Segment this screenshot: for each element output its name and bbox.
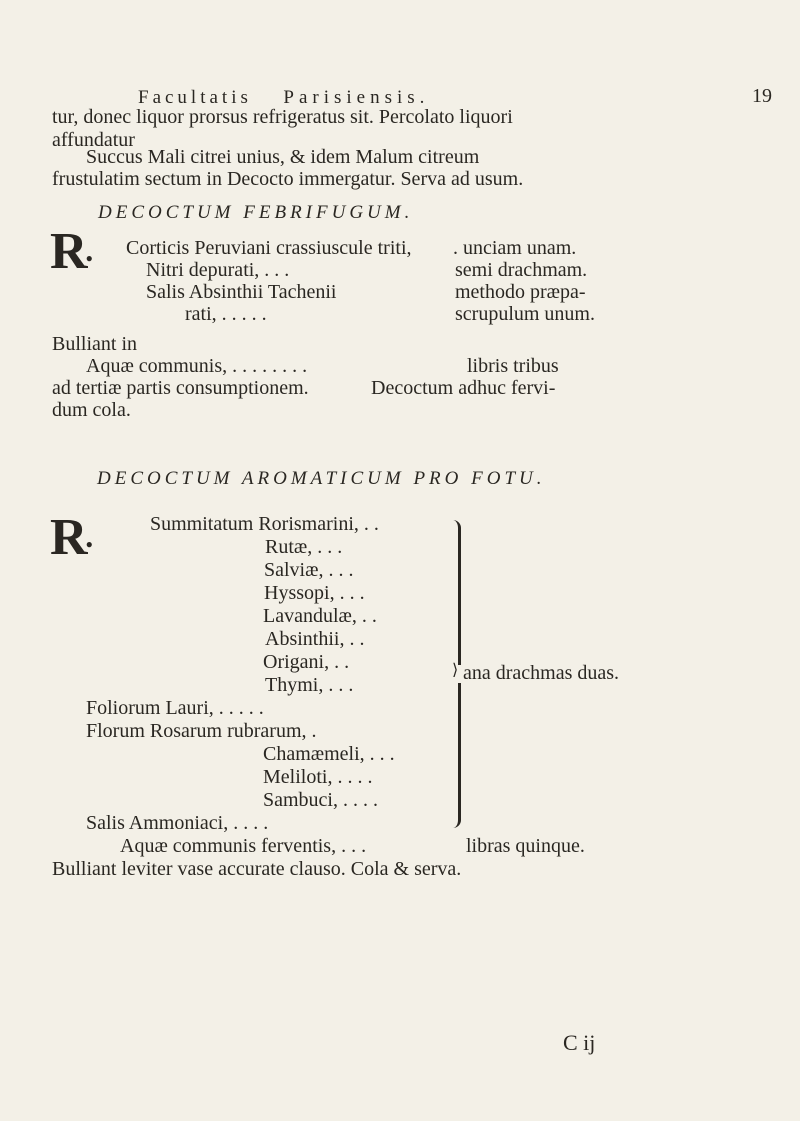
ingredient-line: Chamæmeli, . . . bbox=[263, 743, 395, 765]
water-dose: libras quinque. bbox=[466, 835, 585, 857]
intro-line: affundatur bbox=[52, 129, 135, 151]
boil-dose: libris tribus bbox=[467, 355, 559, 377]
ingredient-line: Sambuci, . . . . bbox=[263, 789, 378, 811]
section-title-aromaticum: DECOCTUM AROMATICUM PRO FOTU. bbox=[97, 468, 546, 489]
intro-line: frustulatim sectum in Decocto immergatur. Serva ad usum. bbox=[52, 168, 524, 190]
ingredient-dose: semi drachmam. bbox=[455, 259, 588, 281]
recipe-symbol-letter: R bbox=[50, 223, 86, 280]
brace-dose: ana drachmas duas. bbox=[463, 662, 620, 684]
ingredient-line: Foliorum Lauri, . . . . . bbox=[86, 697, 264, 719]
brace-lower bbox=[448, 683, 461, 828]
ingredient-dose: scrupulum unum. bbox=[455, 303, 595, 325]
running-header-right: Parisiensis. bbox=[283, 87, 430, 108]
ingredient-name: Nitri depurati, . . . bbox=[146, 259, 290, 281]
section-title-febrifugum: DECOCTUM FEBRIFUGUM. bbox=[98, 202, 414, 223]
ingredient-line: Salis Ammoniaci, . . . . bbox=[86, 812, 269, 834]
boil-line: Aquæ communis, . . . . . . . . bbox=[86, 355, 308, 377]
ingredient-name: rati, . . . . . bbox=[185, 303, 267, 325]
water-line: Aquæ communis ferventis, . . . bbox=[120, 835, 367, 857]
recipe-symbol: R● bbox=[50, 509, 91, 566]
ingredient-line: Rutæ, . . . bbox=[265, 536, 343, 558]
ingredient-line: Origani, . . bbox=[263, 651, 350, 673]
boil-line: dum cola. bbox=[52, 399, 131, 421]
running-header-left: Facultatis bbox=[138, 87, 252, 108]
boil-line-right: Decoctum adhuc fervi- bbox=[371, 377, 556, 399]
recipe-symbol-letter: R bbox=[50, 509, 86, 566]
ingredient-dose: methodo præpa- bbox=[455, 281, 586, 303]
ingredient-dose: . unciam unam. bbox=[453, 237, 577, 259]
ingredient-line: Absinthii, . . bbox=[265, 628, 365, 650]
ingredient-line: Meliloti, . . . . bbox=[263, 766, 373, 788]
brace-upper bbox=[448, 520, 461, 665]
final-instruction: Bulliant leviter vase accurate clauso. Cola & serva. bbox=[52, 858, 462, 880]
brace-point: ⟩ bbox=[452, 662, 459, 679]
ingredient-line: Lavandulæ, . . bbox=[263, 605, 377, 627]
intro-line: tur, donec liquor prorsus refrigeratus sit. Percolato liquori bbox=[52, 106, 513, 128]
intro-line: Succus Mali citrei unius, & idem Malum citreum bbox=[86, 146, 480, 168]
ingredient-line: Salviæ, . . . bbox=[264, 559, 354, 581]
page-number: 19 bbox=[752, 85, 772, 107]
ingredient-name: Corticis Peruviani crassiuscule triti, bbox=[126, 237, 412, 259]
boil-line: ad tertiæ partis consumptionem. bbox=[52, 377, 309, 399]
ingredient-line: Florum Rosarum rubrarum, . bbox=[86, 720, 317, 742]
ingredient-line: Summitatum Rorismarini, . . bbox=[150, 513, 379, 535]
recipe-symbol: R● bbox=[50, 223, 91, 280]
ingredient-line: Thymi, . . . bbox=[265, 674, 354, 696]
signature-mark: C ij bbox=[563, 1030, 596, 1055]
ingredient-name: Salis Absinthii Tachenii bbox=[146, 281, 337, 303]
ingredient-line: Hyssopi, . . . bbox=[264, 582, 365, 604]
boil-line: Bulliant in bbox=[52, 333, 137, 355]
